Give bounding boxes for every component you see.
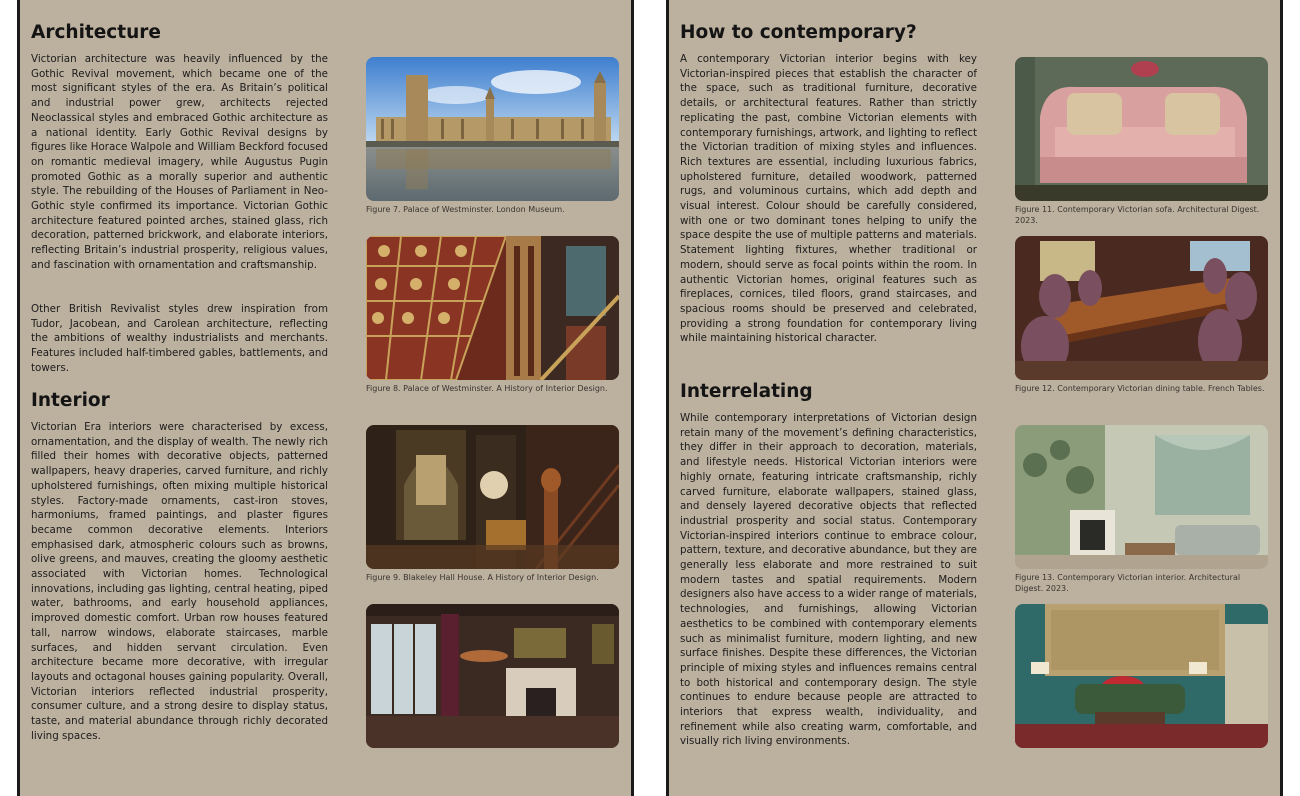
architecture-paragraph: Victorian architecture was heavily influenced by the Gothic Revival movement, which became one of the most significant styles of the era. As Britain’s political and industrial power grew, architects rejected Neoclassical styles and embraced Gothic architecture as a national identity. Early Gothic Revival designs by figures like Horace Walpole and William Beckford focused on romantic medieval imagery, while Augustus Pugin promoted Gothic as a morally superior and authentic style. The rebuilding of the Houses of Parliament in Neo-Gothic style confirmed its importance. Victorian Gothic architecture featured pointed arches, stained glass, rich decoration, patterned brickwork, and elaborate interiors, reflecting Britain’s industrial prosperity, religious values, and fascination with ornamentation and craftsmanship. — [31, 53, 328, 271]
figure-teal-drawing-room-photo — [1015, 604, 1268, 748]
figure-contemporary-sofa-photo — [1015, 57, 1268, 201]
figure-blakeley-hall-photo — [366, 425, 619, 569]
figure-13-caption: Figure 13. Contemporary Victorian interior. Architectural Digest. 2023. — [1015, 573, 1241, 593]
interrelating-paragraph: While contemporary interpretations of Victorian design retain many of the movement’s defining characteristics, they differ in their approach to decoration, materials, and lifestyle needs. Historical Victorian interiors were highly ornate, featuring intricate craftsmanship, richly carved furniture, elaborate wallpapers, stained glass, and densely layered decorative objects that reflected industrial prosperity and social status. Contemporary Victorian-inspired interiors continue to embrace colour, pattern, texture, and decorative abundance, but they are generally less elaborate and more restrained to suit modern tastes and spatial requirements. Modern designers also have access to a wider range of materials, technologies, and furnishings, allowing Victorian aesthetics to be combined with contemporary elements such as minimalist furniture, modern lighting, and new surface finishes. Despite these differences, the Victorian principle of mixing styles and influences remains central to both historical and contemporary design. The style continues to endure because people are attracted to interiors that express wealth, individuality, and refinement while also creating warm, comfortable, and visually rich living environments. — [680, 412, 977, 748]
section-heading-architecture: Architecture — [31, 22, 161, 43]
figure-12-caption: Figure 12. Contemporary Victorian dining table. French Tables. — [1015, 384, 1265, 393]
figure-dining-table-photo — [1015, 236, 1268, 380]
left-page — [17, 0, 634, 796]
title-fragment-left — [320, 0, 380, 11]
figure-ornate-ceiling-photo — [366, 236, 619, 380]
interior-paragraph: Victorian Era interiors were characterised by excess, ornamentation, and the display of wealth. The newly rich filled their homes with decorative objects, patterned wallpapers, heavy draperies, carved furniture, and richly upholstered furnishings, often mixing multiple historical styles. Factory-made ornaments, cast-iron stoves, harmoniums, framed paintings, and plaster figures became common decorative elements. Interiors emphasised dark, atmospheric colours such as browns, olive greens, and mauves, creating the gloomy aesthetic associated with Victorian homes. Technological innovations, including gas lighting, central heating, piped water, bathrooms, and early household appliances, improved domestic comfort. Urban row houses featured tall, narrow windows, elaborate staircases, marble surfaces, and hidden servant circulation. Even architecture became more decorative, with irregular layouts and octagonal houses gaining popularity. Overall, Victorian interiors reflected industrial prosperity, consumer culture, and a strong desire to display status, taste, and material abundance through richly decorated living spaces. — [31, 421, 328, 742]
figure-contemporary-interior-photo — [1015, 425, 1268, 569]
figure-victorian-drawing-room-photo — [366, 604, 619, 748]
revivalist-paragraph: Other British Revivalist styles drew inspiration from Tudor, Jacobean, and Carolean architecture, reflecting the ambitions of wealthy industrialists and merchants. Features included half-timbered gables, battlements, and towers. — [31, 303, 328, 374]
figure-7-caption: Figure 7. Palace of Westminster. London Museum. — [366, 205, 565, 214]
figure-8-caption: Figure 8. Palace of Westminster. A History of Interior Design. — [366, 384, 608, 393]
section-heading-how-to-contemporary: How to contemporary? — [680, 22, 917, 43]
section-heading-interrelating: Interrelating — [680, 381, 813, 402]
right-page — [666, 0, 1283, 796]
section-heading-interior: Interior — [31, 390, 110, 411]
figure-9-caption: Figure 9. Blakeley Hall House. A History of Interior Design. — [366, 573, 599, 582]
title-descender-decoration — [869, 0, 1109, 3]
title-descender-decoration — [320, 0, 380, 3]
how-to-contemporary-paragraph: A contemporary Victorian interior begins with key Victorian-inspired pieces that establish the character of the space, such as traditional furniture, decorative details, or architectural features. Rather than strictly replicating the past, combine Victorian elements with contemporary furnishings, artwork, and lighting to reflect the Victorian tradition of mixing styles and influences. Rich textures are essential, including luxurious fabrics, upholstered furniture, detailed woodwork, patterned rugs, and voluminous curtains, which add depth and visual interest. Colour should be carefully considered, with one or two dominant tones helping to unify the space despite the use of multiple patterns and materials. Statement lighting fixtures, whether traditional or modern, should serve as focal points within the room. In authentic Victorian homes, original features such as fireplaces, cornices, tiled floors, grand staircases, and spacious rooms should be preserved and celebrated, providing a strong foundation for contemporary living while maintaining historical character. — [680, 53, 977, 345]
figure-11-caption: Figure 11. Contemporary Victorian sofa. Architectural Digest. 2023. — [1015, 205, 1260, 225]
figure-palace-of-westminster-photo — [366, 57, 619, 201]
title-fragment-right — [869, 0, 1109, 11]
